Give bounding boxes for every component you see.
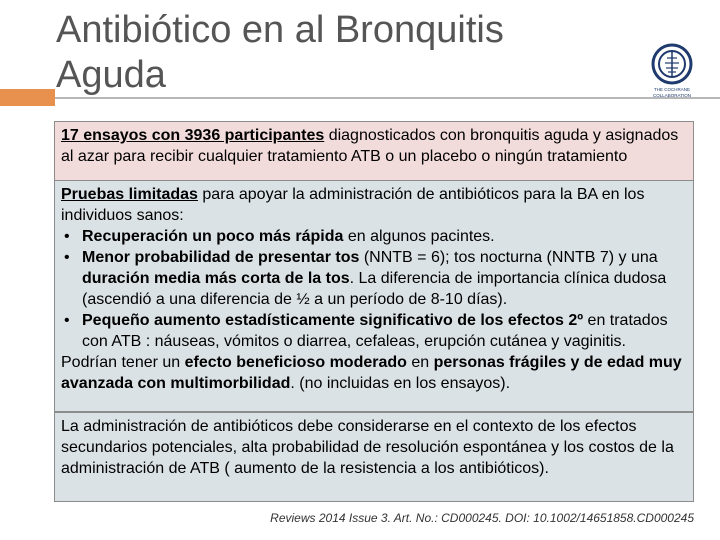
findings-list (61, 226, 687, 352)
study-summary-box (54, 121, 694, 183)
findings-box (54, 180, 694, 412)
cochrane-logo-icon (650, 42, 694, 100)
conclusion-box (54, 412, 694, 502)
findings-intro: Pruebas limitadas para apoyar la administración de antibióticos para la BA en los individuos sanos: (61, 186, 645, 224)
finding-cough: • Menor probabilidad de presentar tos (NNTB = 6); tos nocturna (NNTB 7) y una duración media más corta de la tos. La diferencia de importancia clínica dudosa (ascendió a una diferencia de ½ a un período de 8-10 días). (61, 247, 687, 310)
svg-text:THE COCHRANE: THE COCHRANE (653, 87, 691, 92)
slide-title (56, 8, 616, 98)
findings-outro: Podrían tener un efecto beneficioso moderado en personas frágiles y de edad muy avanzada con multimorbilidad. (no incluidas en los ensayos). (61, 354, 682, 392)
finding-recovery: • Recuperación un poco más rápida en algunos pacintes. (61, 226, 687, 247)
conclusion-text: La administración de antibióticos debe considerarse en el contexto de los efectos secundarios potenciales, alta probabilidad de resolución espontánea y los costos de la administración de ATB ( aumento de la resistencia a los antibióticos). (61, 418, 674, 477)
accent-bar (0, 89, 55, 106)
title-divider (48, 97, 720, 99)
cochrane-logo (650, 42, 694, 100)
study-summary-text: 17 ensayos con 3936 participantes diagnosticados con bronquitis aguda y asignados al azar para recibir cualquier tratamiento ATB o un placebo o ningún tratamiento (61, 127, 679, 165)
finding-side-effects: • Pequeño aumento estadísticamente significativo de los efectos 2º en tratados con ATB : náuseas, vómitos o diarrea, cefaleas, erupción cutánea y vaginitis. (61, 310, 687, 352)
citation-line-2: Reviews 2014 Issue 3. Art. No.: CD000245. DOI: 10.1002/14651858.CD000245 (270, 511, 694, 525)
study-count: 17 ensayos con 3936 participantes (61, 127, 325, 144)
title-line-2: Aguda (56, 54, 166, 96)
title-line-1: Antibiótico en al Bronquitis (56, 9, 504, 51)
svg-text:COLLABORATION: COLLABORATION (653, 93, 691, 98)
